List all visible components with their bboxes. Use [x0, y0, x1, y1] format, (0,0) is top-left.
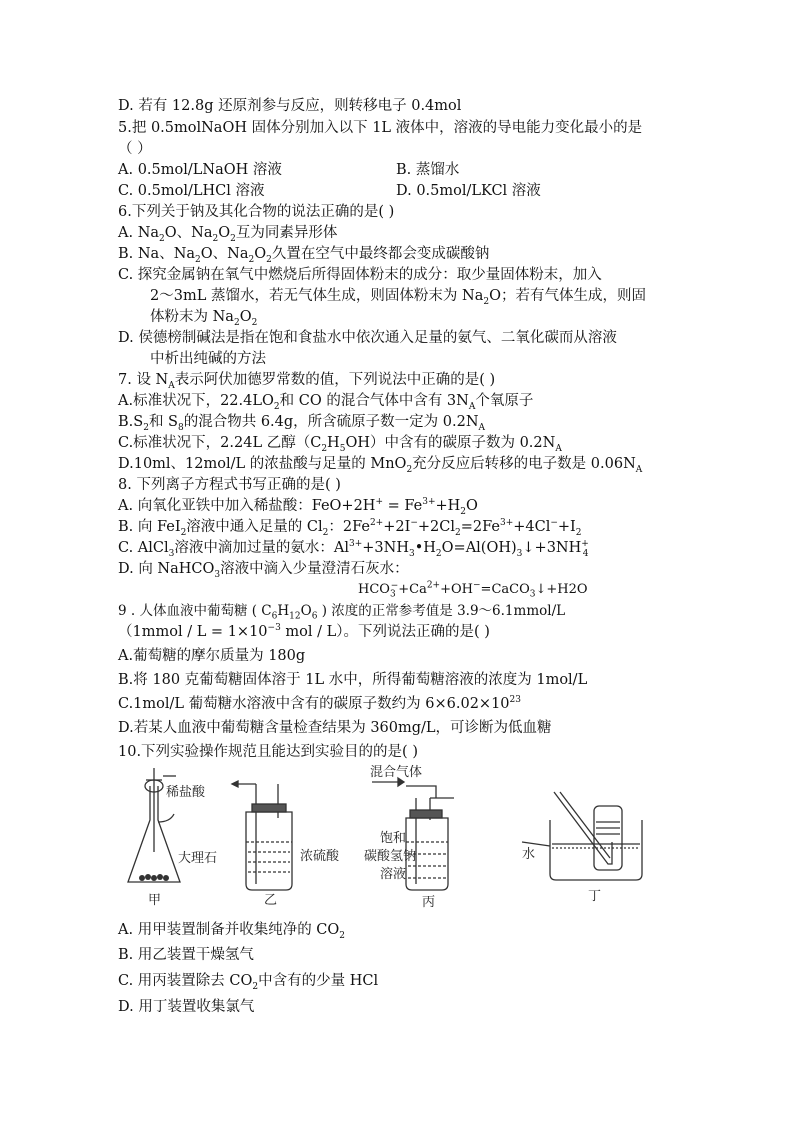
q8-option-a: A. 向氧化亚铁中加入稀盐酸：$FeO+2H^+ = Fe^{3+}+H_2O$ [118, 497, 478, 517]
label-yi: 乙 [264, 893, 278, 908]
q10-option-b: B. 用乙装置干燥氢气 [118, 947, 254, 963]
q10-option-a: A. 用甲装置制备并收集纯净的 $CO_2$ [118, 922, 346, 941]
q8-option-d: D. 向 NaHCO$_3$溶液中滴入少量澄清石灰水： [118, 561, 409, 580]
q8-option-b: B. 向 FeI$_2$溶液中通入足量的 $Cl_2$：$2Fe^{2+}+2I^-+2Cl_2=2Fe^{3+}+4Cl^-+I_2$ [118, 518, 582, 538]
q10-stem: 10.下列实验操作规范且能达到实验目的的是( ) [118, 744, 418, 760]
q10-option-d: D. 用丁装置收集氯气 [118, 999, 255, 1015]
q7-option-b: $B.S_2$和 $S_8$的混合物共 6.4g，所含硫原子数一定为 $0.2N_A$ [118, 414, 486, 433]
label-marble: 大理石 [178, 851, 218, 866]
q6-option-c-line1: C. 探究金属钠在氧气中燃烧后所得固体粉末的成分：取少量固体粉末，加入 [118, 267, 602, 283]
q6-option-c-line3: 体粉末为 $Na_2O_2$ [150, 309, 258, 328]
q5-stem-paren: （ ） [118, 141, 152, 157]
q10-apparatus-figure [118, 762, 648, 910]
label-water: 水 [522, 847, 536, 862]
label-solution: 溶液 [380, 867, 407, 882]
q8-option-c: C. AlCl$_3$溶液中滴加过量的氨水：$Al^{3+}+3NH_3•H_2O=Al(OH)_3↓+3NH^+_4$ [118, 539, 589, 559]
q9-stem-line2: （1mmol / $L = 1\times 10^{-3}$ mol / L）。下列说法正确的是( ) [118, 623, 490, 640]
q10-option-c: C. 用丙装置除去 $CO_2$中含有的少量 HCl [118, 973, 379, 992]
label-conc-sulfuric-acid: 浓硫酸 [300, 849, 340, 864]
q5-option-a: A. 0.5mol/LNaOH 溶液 [118, 162, 282, 178]
q7-option-d: D.10ml、12mol/L 的浓盐酸与足量的 MnO$_2$充分反应后转移的电子数是 $0.06N_A$ [118, 456, 643, 475]
q7-stem: 7. 设 $N_A$表示阿伏加德罗常数的值，下列说法中正确的是( ) [118, 372, 496, 391]
label-dilute-hcl: 稀盐酸 [166, 785, 206, 800]
q9-option-d: D.若某人血液中葡萄糖含量检查结果为 360mg/L，可诊断为低血糖 [118, 720, 552, 736]
q6-stem: 6.下列关于钠及其化合物的说法正确的是( ) [118, 204, 395, 220]
q9-stem-line1: 9 . 人体血液中葡萄糖 ( $C_6H_{12}O_6$ ) 浓度的正常参考值是 3.9～6.1mmol/L [118, 603, 566, 622]
q6-option-d-line1: D. 侯德榜制碱法是指在饱和食盐水中依次通入足量的氨气、二氧化碳而从溶液 [118, 330, 617, 346]
q9-option-b: B.将 180 克葡萄糖固体溶于 1L 水中，所得葡萄糖溶液的浓度为 1mol/L [118, 672, 588, 688]
label-nahco3: 碳酸氢钠 [364, 849, 417, 864]
q5-option-c: C. 0.5mol/LHCl 溶液 [118, 183, 265, 199]
label-jia: 甲 [148, 893, 162, 908]
label-bing: 丙 [422, 895, 436, 910]
q5-stem: 5.把 0.5molNaOH 固体分别加入以下 1L 液体中，溶液的导电能力变化最小的是 [118, 120, 643, 136]
q6-option-c-line2: 2～3mL 蒸馏水，若无气体生成，则固体粉末为 $Na_2O$；若有气体生成，则固 [150, 288, 647, 307]
q5-option-d: D. 0.5mol/LKCl 溶液 [396, 183, 541, 199]
q8-stem: 8. 下列离子方程式书写正确的是( ) [118, 477, 341, 493]
q6-option-b: B. Na、$Na_2O$、$Na_2O_2$久置在空气中最终都会变成碳酸钠 [118, 246, 490, 265]
q6-option-d-line2: 中析出纯碱的方法 [150, 351, 266, 367]
apparatus-ding [522, 792, 642, 880]
q9-option-a: A.葡萄糖的摩尔质量为 180g [118, 648, 306, 664]
q6-option-a: A. $Na_2O$、$Na_2O_2$互为同素异形体 [118, 225, 338, 244]
apparatus-yi [232, 781, 292, 890]
q8-option-d-equation: $HCO_3^-+Ca^{2+}+OH^-=CaCO_3↓+H2O$ [358, 580, 588, 600]
marble-chips [139, 874, 169, 881]
q4-option-d: D. 若有 12.8g 还原剂参与反应，则转移电子 0.4mol [118, 98, 462, 114]
q9-option-c: C.1mol/L 葡萄糖水溶液中含有的碳原子数约为 $6\times 6.02\times 10^{23}$ [118, 695, 521, 712]
label-ding: 丁 [588, 889, 602, 904]
label-mixed-gas: 混合气体 [370, 765, 423, 780]
q5-option-b: B. 蒸馏水 [396, 162, 460, 178]
label-saturated: 饱和 [380, 831, 407, 846]
q7-option-a: A.标准状况下，$22.4LO_2$和 CO 的混合气体中含有 $3N_A$个氧原子 [118, 393, 534, 412]
q7-option-c: C.标准状况下，2.24L 乙醇$(C_2H_5OH)$中含有的碳原子数为 $0.2N_A$ [118, 435, 562, 454]
